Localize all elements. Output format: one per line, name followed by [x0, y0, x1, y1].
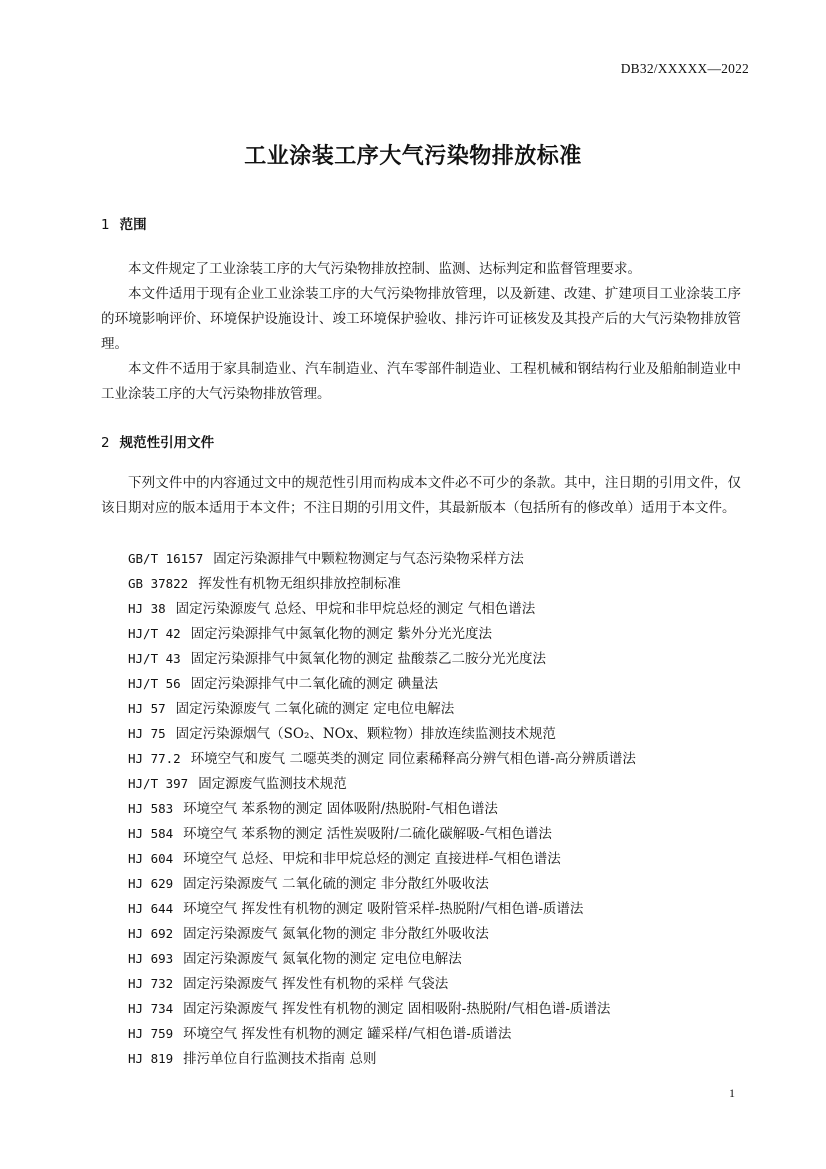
reference-item — [128, 921, 636, 946]
reference-title: 固定污染源排气中颗粒物测定与气态污染物采样方法 — [213, 551, 524, 567]
reference-title: 环境空气 总烃、甲烷和非甲烷总烃的测定 直接进样-气相色谱法 — [183, 851, 561, 867]
reference-code: GB/T 16157 — [128, 551, 204, 566]
reference-code: HJ 734 — [128, 1001, 174, 1016]
section-1-paragraph: 本文件不适用于家具制造业、汽车制造业、汽车零部件制造业、工程机械和钢结构行业及船舶制造业中工业涂装工序的大气污染物排放管理。 — [101, 361, 741, 402]
reference-code: HJ 57 — [128, 701, 166, 716]
reference-title: 环境空气 挥发性有机物的测定 吸附管采样-热脱附/气相色谱-质谱法 — [183, 901, 584, 917]
reference-code: HJ 629 — [128, 876, 174, 891]
section-1-number: 1 — [101, 217, 110, 233]
reference-title: 环境空气 苯系物的测定 固体吸附/热脱附-气相色谱法 — [183, 801, 498, 817]
reference-title: 排污单位自行监测技术指南 总则 — [183, 1051, 377, 1067]
reference-title: 固定污染源废气 氮氧化物的测定 非分散红外吸收法 — [183, 926, 489, 942]
reference-title: 固定污染源排气中氮氧化物的测定 紫外分光光度法 — [190, 626, 492, 642]
section-2-paragraph: 下列文件中的内容通过文中的规范性引用而构成本文件必不可少的条款。其中，注日期的引用文件，仅该日期对应的版本适用于本文件；不注日期的引用文件，其最新版本（包括所有的修改单）适用于本文件。 — [101, 475, 741, 516]
reference-title: 挥发性有机物无组织排放控制标准 — [198, 576, 401, 592]
section-2-intro — [101, 471, 741, 521]
section-1-body — [101, 257, 741, 407]
reference-code: HJ 819 — [128, 1051, 174, 1066]
reference-title: 固定污染源废气 氮氧化物的测定 定电位电解法 — [183, 951, 462, 967]
reference-code: HJ 584 — [128, 826, 174, 841]
reference-item — [128, 821, 636, 846]
reference-code: HJ 759 — [128, 1026, 174, 1041]
reference-item — [128, 671, 636, 696]
document-title: 工业涂装工序大气污染物排放标准 — [244, 144, 582, 169]
reference-code: HJ/T 397 — [128, 776, 189, 791]
reference-title: 固定污染源废气 二氧化硫的测定 非分散红外吸收法 — [183, 876, 489, 892]
reference-item — [128, 871, 636, 896]
reference-code: GB 37822 — [128, 576, 189, 591]
reference-code: HJ 693 — [128, 951, 174, 966]
page-number: 1 — [729, 1086, 735, 1100]
reference-title: 环境空气 挥发性有机物的测定 罐采样/气相色谱-质谱法 — [183, 1026, 512, 1042]
reference-title: 环境空气和废气 二噁英类的测定 同位素稀释高分辨气相色谱-高分辨质谱法 — [190, 751, 636, 767]
reference-item — [128, 971, 636, 996]
reference-code: HJ 604 — [128, 851, 174, 866]
section-1-title: 范围 — [119, 217, 147, 233]
reference-item — [128, 896, 636, 921]
reference-item — [128, 721, 636, 746]
reference-title: 固定源废气监测技术规范 — [198, 776, 347, 792]
section-1-paragraph: 本文件规定了工业涂装工序的大气污染物排放控制、监测、达标判定和监督管理要求。 — [128, 261, 641, 277]
section-2-heading — [101, 431, 214, 451]
reference-item — [128, 771, 636, 796]
reference-title: 固定污染源废气 挥发性有机物的采样 气袋法 — [183, 976, 449, 992]
section-2-title: 规范性引用文件 — [119, 435, 215, 451]
reference-item — [128, 946, 636, 971]
section-1-paragraph: 本文件适用于现有企业工业涂装工序的大气污染物排放管理，以及新建、改建、扩建项目工业涂装工序的环境影响评价、环境保护设施设计、竣工环境保护验收、排污许可证核发及其投产后的大气污染物排放管理。 — [101, 286, 741, 352]
reference-item — [128, 696, 636, 721]
reference-item — [128, 846, 636, 871]
reference-title: 固定污染源烟气（SO₂、NOx、颗粒物）排放连续监测技术规范 — [175, 726, 556, 742]
reference-code: HJ/T 56 — [128, 676, 181, 691]
reference-title: 固定污染源排气中二氧化硫的测定 碘量法 — [190, 676, 438, 692]
reference-title: 固定污染源废气 二氧化硫的测定 定电位电解法 — [175, 701, 455, 717]
reference-item — [128, 571, 636, 596]
reference-list — [128, 546, 636, 1071]
reference-code: HJ 583 — [128, 801, 174, 816]
section-2-number: 2 — [101, 435, 110, 451]
reference-item — [128, 646, 636, 671]
reference-title: 固定污染源废气 挥发性有机物的测定 固相吸附-热脱附/气相色谱-质谱法 — [183, 1001, 611, 1017]
reference-item — [128, 596, 636, 621]
reference-code: HJ 732 — [128, 976, 174, 991]
reference-title: 固定污染源排气中氮氧化物的测定 盐酸萘乙二胺分光光度法 — [190, 651, 546, 667]
reference-title: 环境空气 苯系物的测定 活性炭吸附/二硫化碳解吸-气相色谱法 — [183, 826, 552, 842]
reference-item — [128, 546, 636, 571]
reference-item — [128, 1021, 636, 1046]
reference-title: 固定污染源废气 总烃、甲烷和非甲烷总烃的测定 气相色谱法 — [175, 601, 536, 617]
reference-item — [128, 746, 636, 771]
reference-item — [128, 996, 636, 1021]
section-1-heading — [101, 213, 147, 233]
document-code: DB32/XXXXX—2022 — [620, 61, 749, 76]
reference-code: HJ 38 — [128, 601, 166, 616]
reference-code: HJ 692 — [128, 926, 174, 941]
reference-code: HJ 75 — [128, 726, 166, 741]
reference-code: HJ 77.2 — [128, 751, 181, 766]
reference-code: HJ 644 — [128, 901, 174, 916]
reference-code: HJ/T 43 — [128, 651, 181, 666]
reference-code: HJ/T 42 — [128, 626, 181, 641]
reference-item — [128, 796, 636, 821]
reference-item — [128, 1046, 636, 1071]
reference-item — [128, 621, 636, 646]
